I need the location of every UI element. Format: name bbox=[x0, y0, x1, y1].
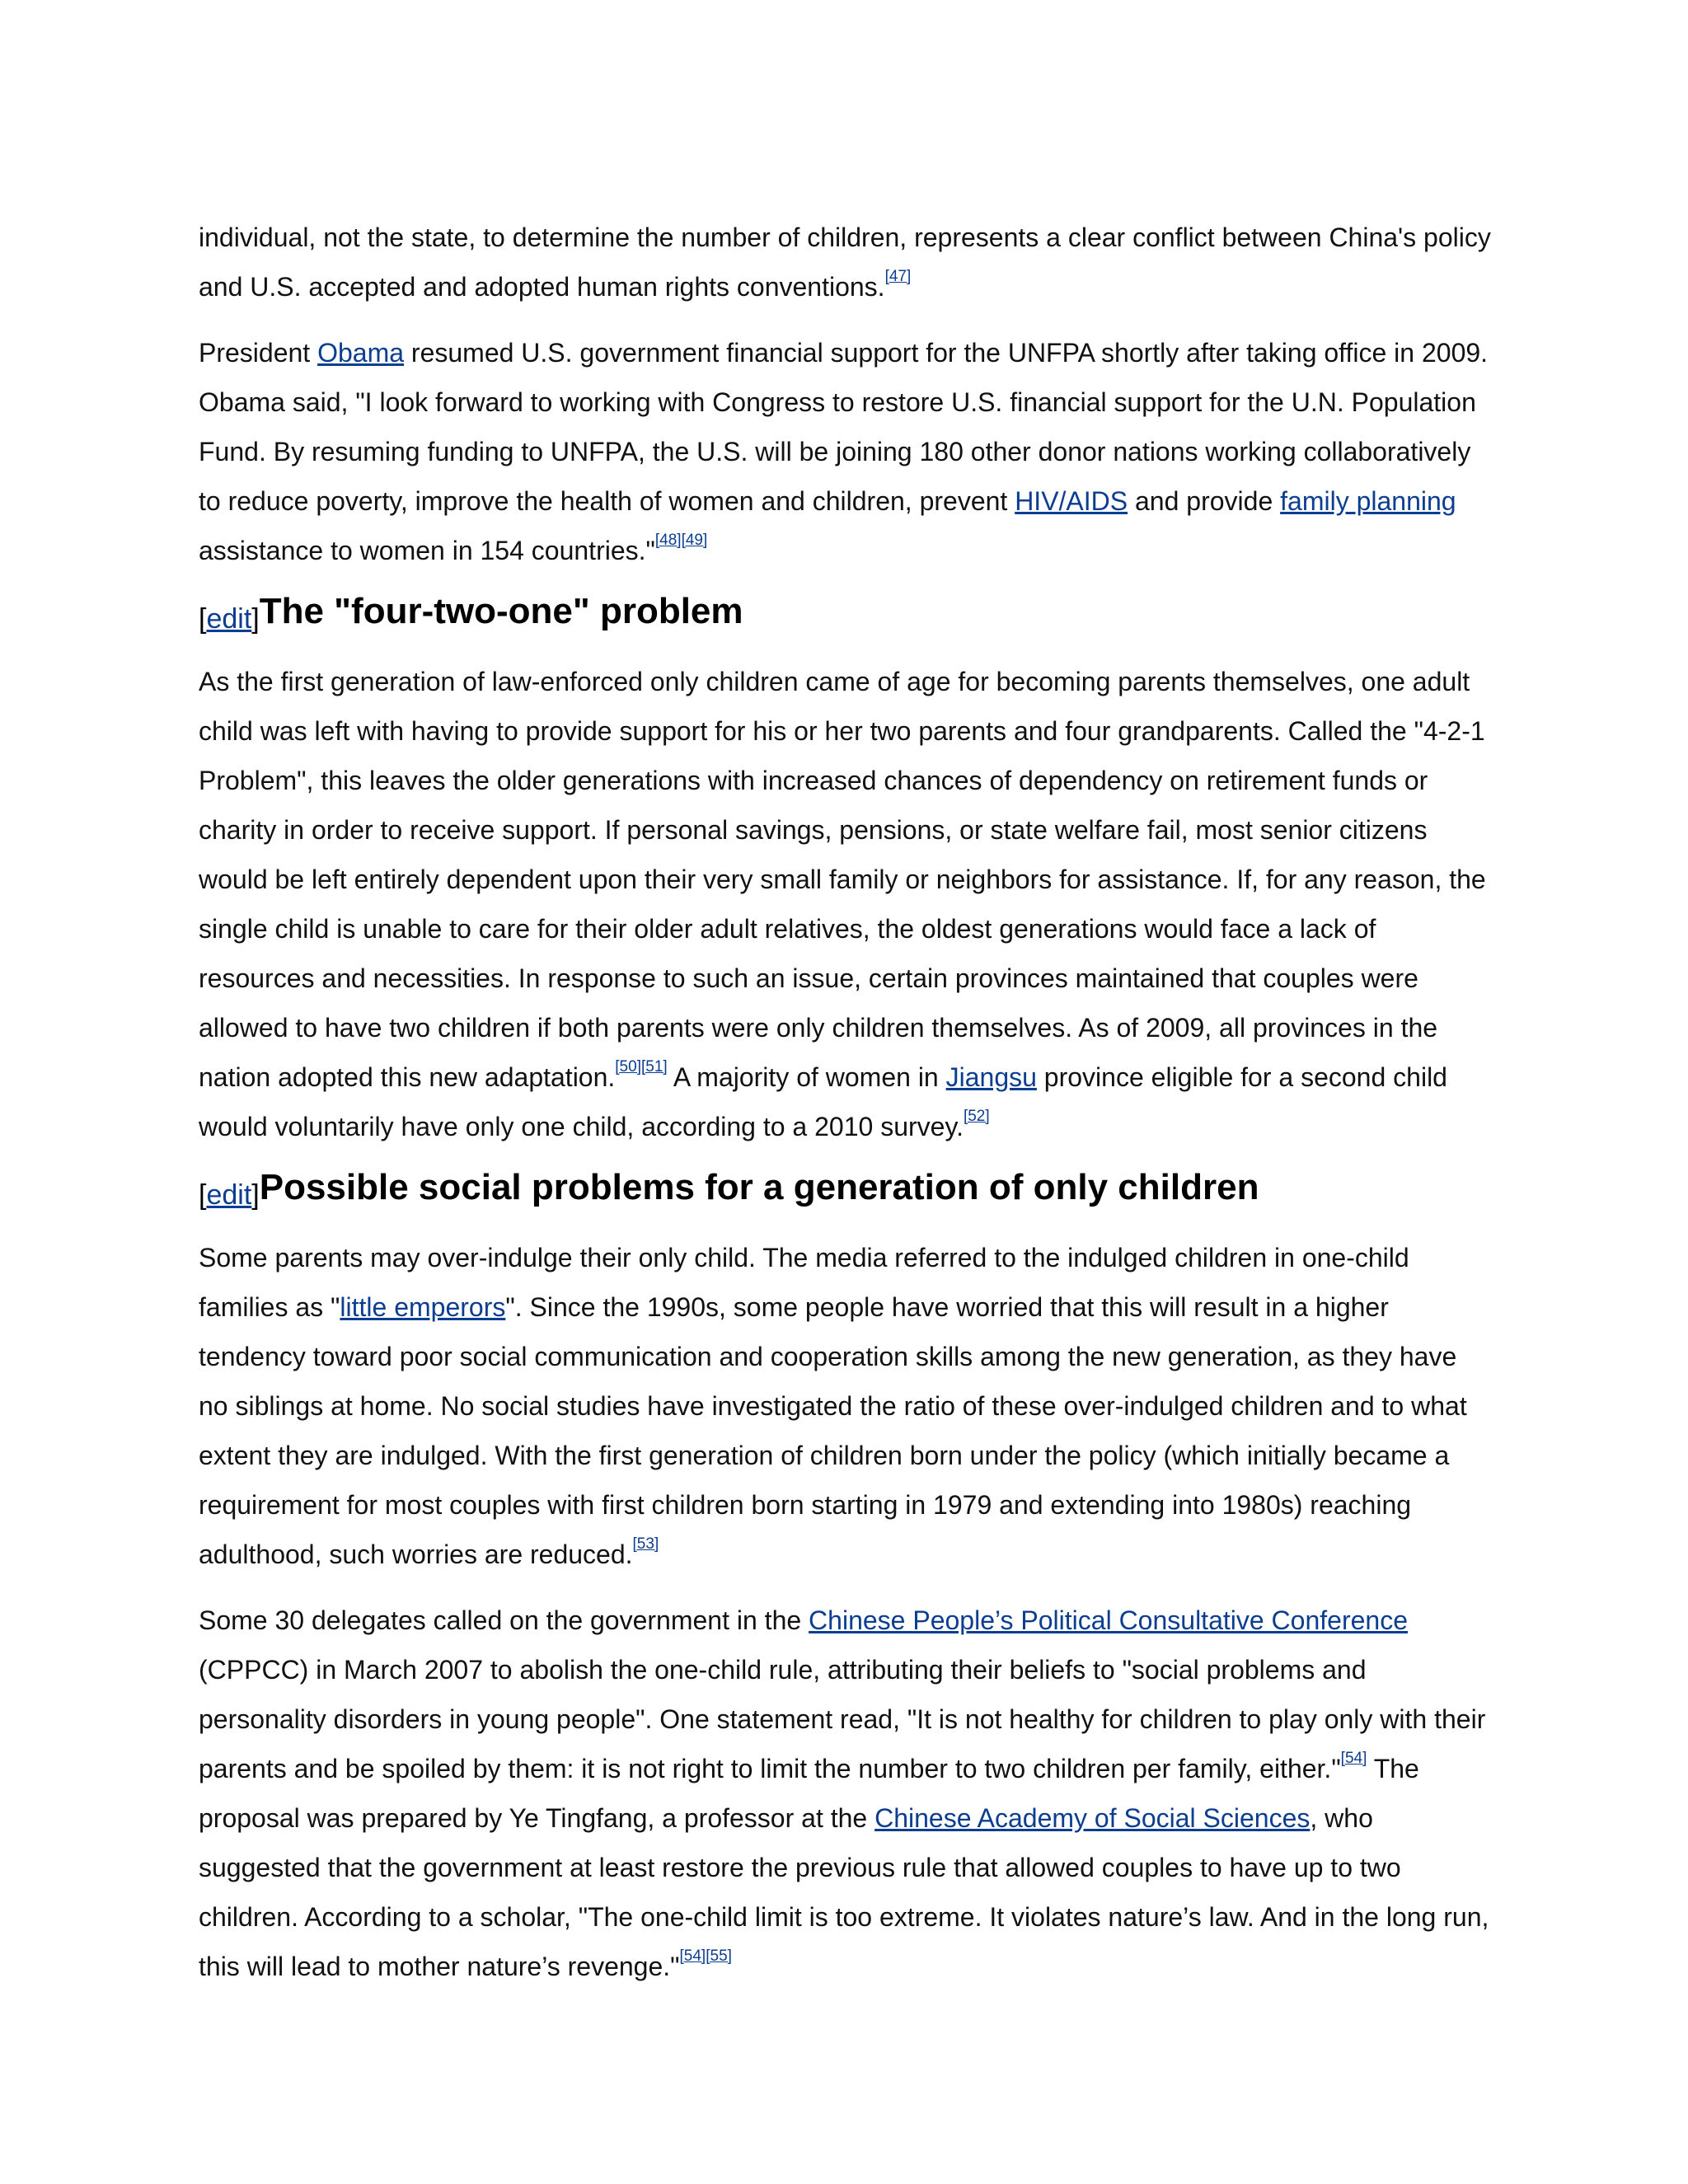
link-jiangsu[interactable]: Jiangsu bbox=[945, 1062, 1037, 1092]
citation-54[interactable]: [54] bbox=[1340, 1750, 1367, 1767]
paragraph-text: individual, not the state, to determine the number of children, represents a clear conflict between China's policy and U.S. accepted and adopted human rights conventions. bbox=[199, 223, 1491, 302]
link-little-emperors[interactable]: little emperors bbox=[340, 1292, 506, 1322]
paragraph-four-two-one: As the first generation of law-enforced only children came of age for becoming parents themselves, one adult child was left with having to provide support for his or her two parents and four grandparents. Called the "4-2-1 Problem", this leaves the older generations with increased chances of dependency on retirement funds or charity in order to receive support. If personal savings, pensions, or state welfare fail, most senior citizens would be left entirely dependent upon their very small family or neighbors for assistance. If, for any reason, the single child is unable to care for their older adult relatives, the oldest generations would face a lack of resources and necessities. In response to such an issue, certain provinces maintained that couples were allowed to have two children if both parents were only children themselves. As of 2009, all provinces in the nation adopted this new adaptation.[50][51] A majority of women in Jiangsu province eligible for a second child would voluntarily have only one child, according to a 2010 survey.[52] bbox=[199, 667, 1486, 1141]
section-title: Possible social problems for a generation of only children bbox=[259, 1167, 1259, 1207]
citation-48[interactable]: [48] bbox=[654, 532, 682, 549]
citation-51[interactable]: [51] bbox=[640, 1058, 668, 1076]
edit-link-section-social-problems[interactable]: [edit] bbox=[199, 1179, 260, 1211]
paragraph-obama-unfpa: President Obama resumed U.S. government financial support for the UNFPA shortly after taking office in 2009. Obama said, "I look forward to working with Congress to restore U.S. financial support for the U.N. Population Fund. By resuming funding to UNFPA, the U.S. will be joining 180 other donor nations working collaboratively to reduce poverty, improve the health of women and children, prevent HIV/AIDS and provide family planning assistance to women in 154 countries."[48][49] bbox=[199, 338, 1489, 565]
link-chinese-academy-of-social-sciences[interactable]: Chinese Academy of Social Sciences bbox=[874, 1803, 1311, 1833]
paragraph-cppcc: Some 30 delegates called on the government in the Chinese People’s Political Consultative Conference (CPPCC) in March 2007 to abolish the one-child rule, attributing their beliefs to "social problems and personality disorders in young people". One statement read, "It is not healthy for children to play only with their parents and be spoiled by them: it is not right to limit the number to two children per family, either."[54] The proposal was prepared by Ye Tingfang, a professor at the Chinese Academy of Social Sciences, who suggested that the government at least restore the previous rule that allowed couples to have up to two children. According to a scholar, "The one-child limit is too extreme. It violates nature’s law. And in the long run, this will lead to mother nature’s revenge."[54][55] bbox=[199, 1605, 1489, 1981]
link-hiv-aids[interactable]: HIV/AIDS bbox=[1015, 486, 1128, 516]
link-cppcc[interactable]: Chinese People’s Political Consultative Conference bbox=[809, 1605, 1408, 1635]
link-obama[interactable]: Obama bbox=[317, 338, 405, 368]
citation-52[interactable]: [52] bbox=[963, 1108, 990, 1125]
citation-53[interactable]: [53] bbox=[632, 1535, 659, 1553]
section-heading-four-two-one bbox=[199, 588, 1493, 642]
citation-47[interactable]: [47] bbox=[884, 268, 912, 285]
paragraph-human-rights bbox=[199, 213, 1493, 312]
paragraph-little-emperors: Some parents may over-indulge their only child. The media referred to the indulged children in one-child families as "little emperors". Since the 1990s, some people have worried that this will result in a higher tendency toward poor social communication and cooperation skills among the new generation, as they have no siblings at home. No social studies have investigated the ratio of these over-indulged children and to what extent they are indulged. With the first generation of children born under the policy (which initially became a requirement for most couples with first children born starting in 1979 and extending into 1980s) reaching adulthood, such worries are reduced.[53] bbox=[199, 1243, 1467, 1569]
citation-54-second[interactable]: [54] bbox=[679, 1947, 706, 1965]
citation-49[interactable]: [49] bbox=[681, 532, 708, 549]
citation-50[interactable]: [50] bbox=[615, 1058, 641, 1076]
edit-link-section-four-two-one[interactable]: [edit] bbox=[199, 603, 260, 635]
section-title: The "four-two-one" problem bbox=[259, 591, 743, 631]
section-heading-social-problems bbox=[199, 1165, 1493, 1218]
citation-55[interactable]: [55] bbox=[706, 1947, 732, 1965]
link-family-planning[interactable]: family planning bbox=[1280, 486, 1456, 516]
article-body bbox=[199, 213, 1493, 1991]
